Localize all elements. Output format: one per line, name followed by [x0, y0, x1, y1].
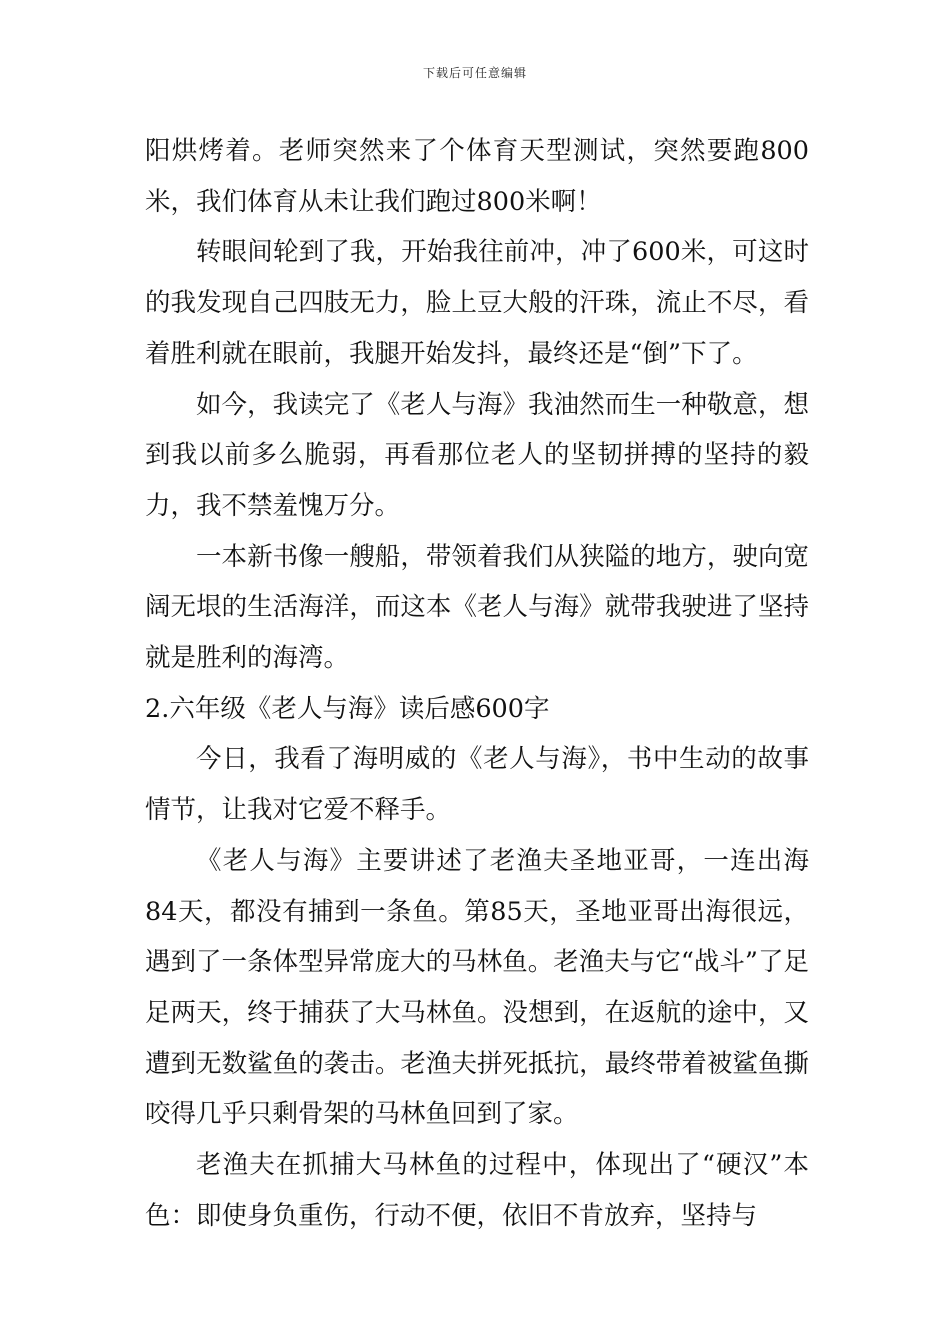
paragraph: 老渔夫在抓捕大马林鱼的过程中，体现出了“硬汉”本色：即使身负重伤，行动不便，依旧不肯放弃，坚持与: [145, 1150, 809, 1231]
section-heading: 2.六年级《老人与海》读后感600字: [145, 693, 550, 724]
paragraph: 《老人与海》主要讲述了老渔夫圣地亚哥，一连出海84天，都没有捕到一条鱼。第85天，圣地亚哥出海很远，遇到了一条体型异常庞大的马林鱼。老渔夫与它“战斗”了足足两天，终于捕获了大马林鱼。没想到，在返航的途中，又遭到无数鲨鱼的袭击。老渔夫拼死抵抗，最终带着被鲨鱼撕咬得几乎只剩骨架的马林鱼回到了家。: [145, 845, 809, 1130]
document-body: [145, 126, 809, 1241]
paragraph: 阳烘烤着。老师突然来了个体育天型测试，突然要跑800米，我们体育从未让我们跑过800米啊！: [145, 136, 809, 217]
paragraph: 如今，我读完了《老人与海》我油然而生一种敬意，想到我以前多么脆弱，再看那位老人的坚韧拼搏的坚持的毅力，我不禁羞愧万分。: [145, 389, 809, 521]
page-header: 下载后可任意编辑: [422, 66, 527, 80]
paragraph: 今日，我看了海明威的《老人与海》，书中生动的故事情节，让我对它爱不释手。: [145, 744, 809, 826]
paragraph: 一本新书像一艘船，带领着我们从狭隘的地方，驶向宽阔无垠的生活海洋，而这本《老人与海》就带我驶进了坚持就是胜利的海湾。: [145, 541, 809, 674]
paragraph: 转眼间轮到了我，开始我往前冲，冲了600米，可这时的我发现自己四肢无力，脸上豆大般的汗珠，流止不尽，看着胜利就在眼前，我腿开始发抖，最终还是“倒”下了。: [145, 237, 809, 369]
